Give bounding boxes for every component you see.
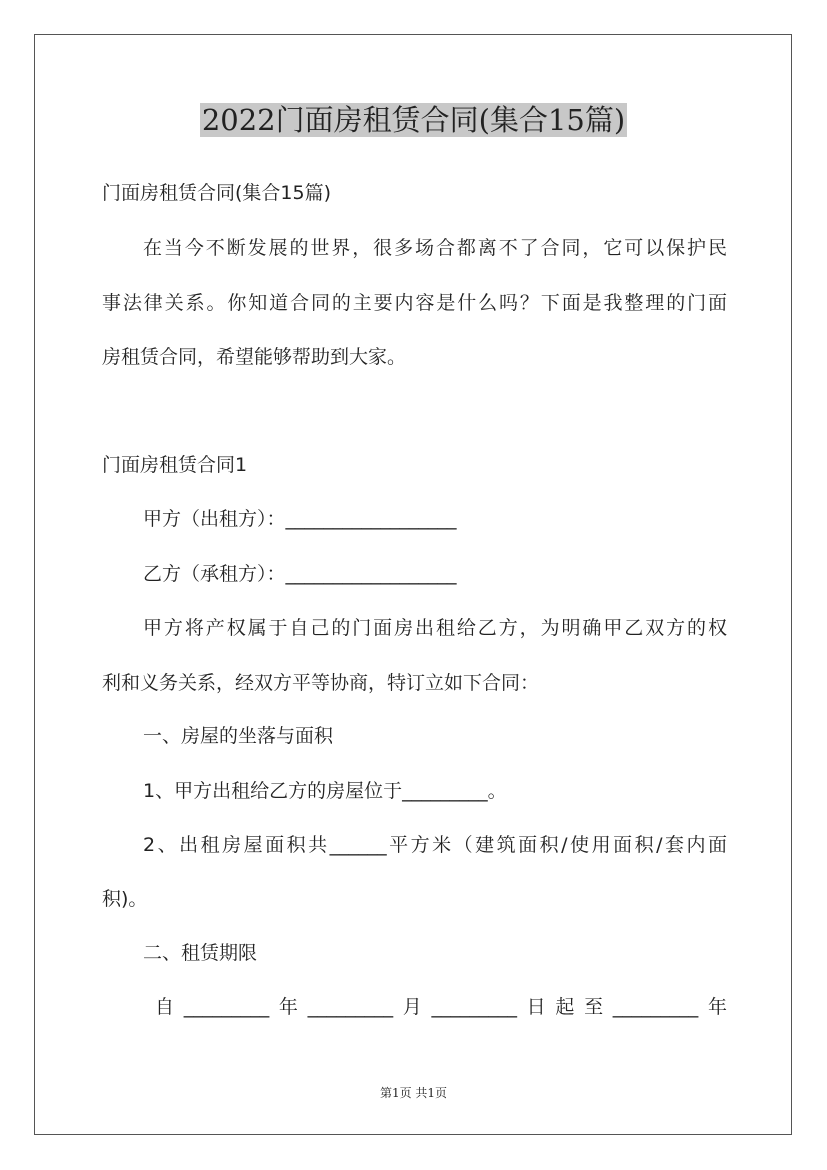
paragraph-1-line-1: 甲方将产权属于自己的门面房出租给乙方，为明确甲乙双方的权: [143, 617, 727, 639]
date-part: 起: [555, 996, 575, 1018]
document-title: [0, 100, 827, 140]
clause-1-item-2-line-1: 2、出租房屋面积共______平方米（建筑面积/使用面积/套内面: [143, 834, 727, 856]
date-part: 日: [526, 996, 546, 1018]
date-part: 自: [155, 996, 175, 1018]
title-text: 2022门面房租赁合同(集合15篇): [201, 103, 626, 137]
section-heading: 门面房租赁合同1: [102, 454, 248, 476]
page-footer: 第1页 共1页: [379, 1086, 448, 1100]
intro-line-2: 事法律关系。你知道合同的主要内容是什么吗？下面是我整理的门面: [102, 292, 727, 314]
party-a-line: 甲方（出租方）：__________________: [143, 508, 457, 530]
clause-1-heading: 一、房屋的坐落与面积: [143, 725, 334, 747]
clause-2-heading: 二、租赁期限: [143, 942, 258, 964]
clause-1-item-1: 1、甲方出租给乙方的房屋位于_________。: [143, 780, 507, 802]
lease-date-line: [155, 995, 727, 1019]
date-part: 月: [402, 996, 422, 1018]
date-blank: _________: [307, 996, 394, 1018]
date-blank: _________: [431, 996, 517, 1018]
date-blank: _________: [612, 996, 699, 1018]
subtitle: 门面房租赁合同(集合15篇): [102, 182, 332, 204]
party-b-line: 乙方（承租方）：__________________: [143, 563, 457, 585]
date-part: 年: [278, 996, 298, 1018]
date-blank: _________: [183, 996, 270, 1018]
intro-line-1: 在当今不断发展的世界，很多场合都离不了合同，它可以保护民: [143, 237, 727, 259]
paragraph-1-line-2: 利和义务关系，经双方平等协商，特订立如下合同：: [102, 672, 540, 694]
date-part: 年: [707, 996, 727, 1018]
intro-line-3: 房租赁合同，希望能够帮助到大家。: [102, 346, 407, 368]
date-part: 至: [584, 996, 604, 1018]
clause-1-item-2-line-2: 积)。: [102, 888, 148, 910]
